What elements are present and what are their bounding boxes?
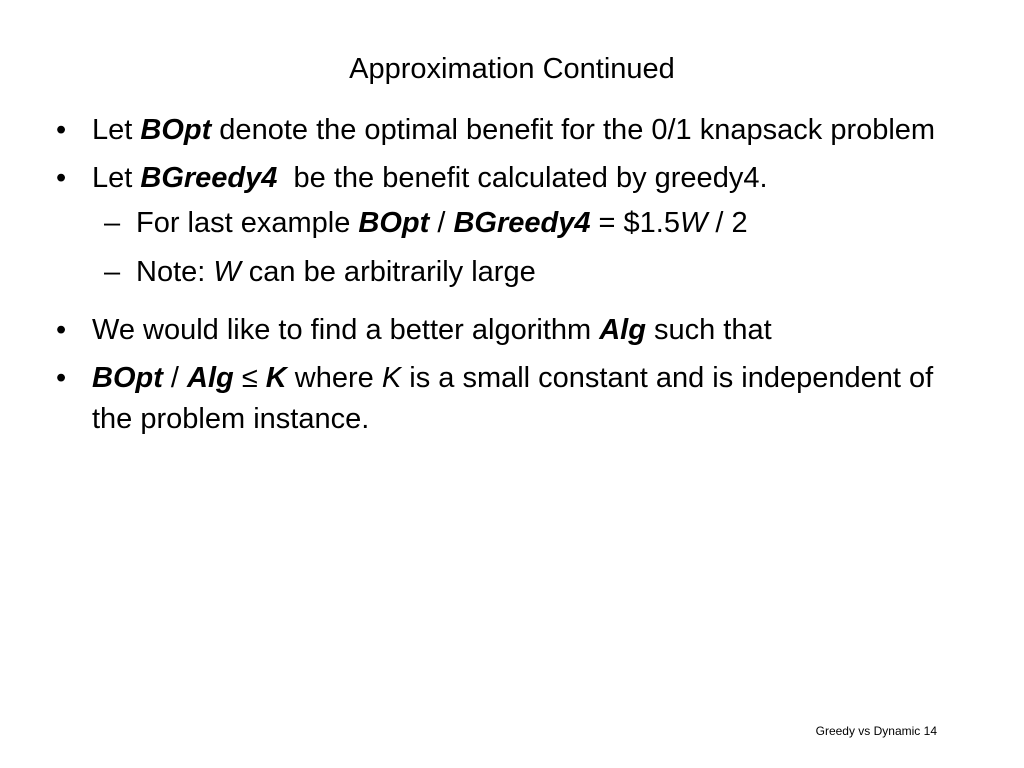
dash-marker: –: [104, 256, 121, 288]
bullet-text: Let: [92, 114, 141, 146]
term-bopt: BOpt: [358, 207, 430, 239]
leq-symbol: ≤: [233, 362, 266, 394]
bullet-text: denote the optimal benefit for the 0/1 knapsack problem: [211, 114, 936, 146]
subbullet-text: = $1.5: [590, 207, 680, 239]
bullet-bgreedy4-definition: [56, 158, 976, 199]
slash: /: [429, 207, 454, 239]
slide-footer: Greedy vs Dynamic 14: [815, 724, 937, 738]
term-bgreedy4: BGreedy4: [453, 207, 591, 239]
subbullet-text: can be arbitrarily large: [240, 256, 536, 288]
term-k: K: [265, 362, 287, 394]
bullet-better-algorithm: [56, 310, 976, 351]
bullet-marker: •: [56, 362, 67, 394]
var-k: K: [381, 362, 402, 394]
bullet-text: such that: [645, 314, 772, 346]
bullet-list: [56, 110, 976, 440]
subbullet-text: For last example: [136, 207, 359, 239]
bullet-ratio-bound: [56, 358, 976, 440]
dash-marker: –: [104, 207, 121, 239]
subbullet-text: Note:: [136, 256, 214, 288]
subbullet-last-example: [56, 199, 976, 248]
bullet-bopt-definition: [56, 110, 976, 151]
bullet-text: Let: [92, 162, 141, 194]
term-bopt: BOpt: [92, 362, 163, 394]
bullet-text: We would like to find a better algorithm: [92, 314, 600, 346]
term-alg: Alg: [599, 314, 646, 346]
subbullet-note: [56, 248, 976, 297]
bullet-marker: •: [56, 162, 67, 194]
term-bgreedy4: BGreedy4: [140, 162, 278, 194]
bullet-marker: •: [56, 314, 67, 346]
slash: /: [162, 362, 188, 394]
bullet-marker: •: [56, 114, 67, 146]
var-w: W: [679, 207, 708, 239]
var-w: W: [213, 256, 241, 288]
bullet-text: be the benefit calculated by greedy4.: [277, 162, 768, 194]
bullet-text: is a small constant and is independent of the problem instance.: [92, 362, 934, 435]
term-bopt: BOpt: [140, 114, 212, 146]
bullet-text: where: [286, 362, 382, 394]
subbullet-text: / 2: [707, 207, 748, 239]
slide-title: Approximation Continued: [349, 53, 675, 85]
term-alg: Alg: [187, 362, 234, 394]
